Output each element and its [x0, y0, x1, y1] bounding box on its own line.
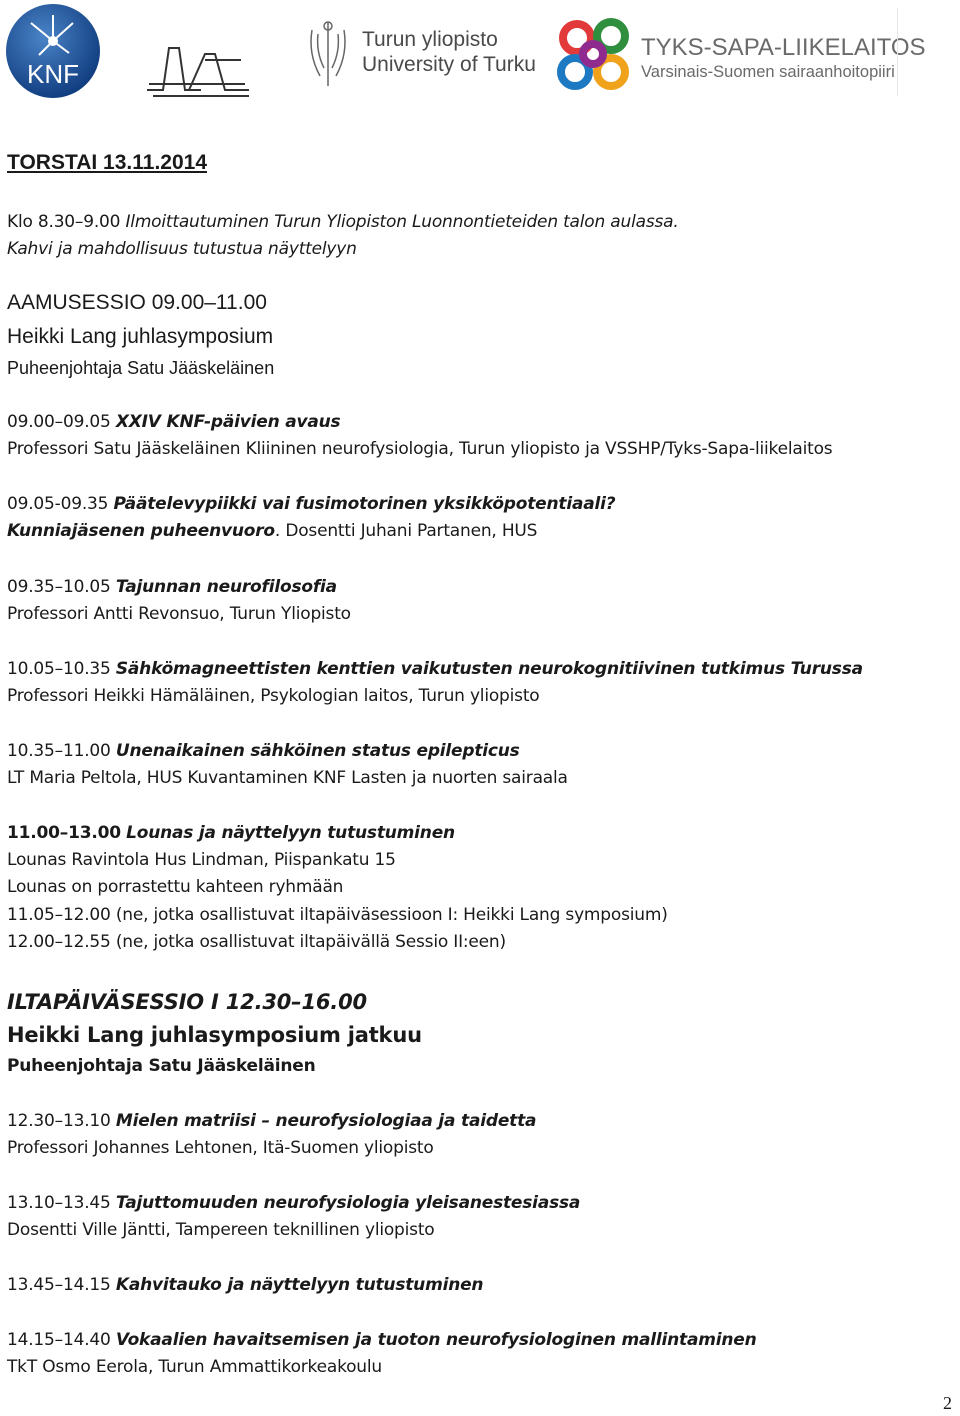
talk-title: Tajuttomuuden neurofysiologia yleisanestesiassa — [115, 1193, 581, 1213]
svg-text:KNF: KNF — [27, 59, 79, 89]
talk-4 — [7, 658, 863, 680]
talk-title: Mielen matriisi – neurofysiologiaa ja taidetta — [115, 1111, 537, 1131]
talk-2 — [7, 493, 615, 515]
talk-3 — [7, 576, 337, 598]
pm-talk-1-speaker: Professori Johannes Lehtonen, Itä-Suomen yliopisto — [7, 1138, 434, 1158]
knf-script-logo — [145, 40, 255, 98]
knf-logo — [5, 3, 101, 99]
talk-time: 10.35–11.00 — [7, 741, 111, 761]
talk-5-speaker: LT Maria Peltola, HUS Kuvantaminen KNF Lasten ja nuorten sairaala — [7, 768, 568, 788]
talk-title: Kahvitauko ja näyttelyyn tutustuminen — [115, 1275, 484, 1295]
pm-talk-3-speaker: TkT Osmo Eerola, Turun Ammattikorkeakoulu — [7, 1357, 382, 1377]
page-number: 2 — [943, 1393, 952, 1413]
logo-border — [553, 8, 898, 96]
turku-name-fi: Turun yliopisto — [362, 28, 498, 51]
talk-time: 12.30–13.10 — [7, 1111, 111, 1131]
talk-time: 09.35–10.05 — [7, 577, 111, 597]
registration-text: Ilmoittautuminen Turun Yliopiston Luonnontieteiden talon aulassa. — [120, 212, 679, 232]
talk-time: 13.45–14.15 — [7, 1275, 111, 1295]
turku-seal-icon — [302, 18, 354, 90]
talk-title: Sähkömagneettisten kenttien vaikutusten neurokognitiivinen tutkimus Turussa — [115, 659, 863, 679]
talk-time: 14.15–14.40 — [7, 1330, 111, 1350]
pm-talk-2-speaker: Dosentti Ville Jäntti, Tampereen teknillinen yliopisto — [7, 1220, 435, 1240]
talk-2-line2 — [7, 520, 537, 542]
talk-title: Päätelevypiikki vai fusimotorinen yksikköpotentiaali? — [113, 494, 616, 514]
day-title: TORSTAI 13.11.2014 — [7, 151, 208, 174]
talk-3-speaker: Professori Antti Revonsuo, Turun Yliopisto — [7, 604, 351, 624]
talk-1-speaker: Professori Satu Jääskeläinen Kliininen neurofysiologia, Turun yliopisto ja VSSHP/Tyks-Sapa-liikelaitos — [7, 439, 833, 459]
registration-line — [7, 211, 679, 233]
afternoon-session-title: ILTAPÄIVÄSESSIO I 12.30–16.00 — [7, 990, 367, 1014]
pm-talk-3 — [7, 1329, 757, 1351]
morning-session-title: AAMUSESSIO 09.00–11.00 — [7, 291, 267, 314]
registration-time: Klo 8.30–9.00 — [7, 212, 121, 232]
pm-talk-1 — [7, 1110, 536, 1132]
talk-time: 09.05-09.35 — [7, 494, 109, 514]
lunch-line-4: 12.00–12.55 (ne, jotka osallistuvat iltapäivällä Sessio II:een) — [7, 932, 506, 952]
talk-title-2: Kunniajäsenen puheenvuoro — [7, 521, 275, 541]
talk-title: XXIV KNF-päivien avaus — [115, 412, 341, 432]
talk-speaker: . Dosentti Juhani Partanen, HUS — [274, 521, 538, 541]
tyks-subtitle: Varsinais-Suomen sairaanhoitopiiri — [641, 63, 895, 81]
talk-time: 10.05–10.35 — [7, 659, 111, 679]
talk-1 — [7, 411, 340, 433]
pm-talk-2 — [7, 1192, 580, 1214]
talk-time: 09.00–09.05 — [7, 412, 111, 432]
lunch-line-3: 11.05–12.00 (ne, jotka osallistuvat iltapäiväsessioon I: Heikki Lang symposium) — [7, 905, 668, 925]
registration-line-2: Kahvi ja mahdollisuus tutustua näyttelyyn — [7, 239, 357, 259]
logo-bar — [0, 0, 960, 110]
lunch-line-2: Lounas on porrastettu kahteen ryhmään — [7, 877, 344, 897]
talk-5 — [7, 740, 520, 762]
talk-time: 13.10–13.45 — [7, 1193, 111, 1213]
afternoon-session-chair: Puheenjohtaja Satu Jääskeläinen — [7, 1056, 316, 1076]
talk-title: Tajunnan neurofilosofia — [115, 577, 337, 597]
morning-session-subtitle: Heikki Lang juhlasymposium — [7, 325, 274, 348]
turku-name-en: University of Turku — [362, 53, 536, 76]
lunch-title: Lounas ja näyttelyyn tutustuminen — [126, 823, 455, 843]
talk-4-speaker: Professori Heikki Hämäläinen, Psykologian laitos, Turun yliopisto — [7, 686, 540, 706]
talk-title: Unenaikainen sähköinen status epilepticus — [115, 741, 520, 761]
pm-break — [7, 1274, 483, 1296]
afternoon-session-subtitle: Heikki Lang juhlasymposium jatkuu — [7, 1023, 422, 1047]
tyks-name: TYKS-SAPA-LIIKELAITOS — [641, 34, 926, 61]
lunch-line-1: Lounas Ravintola Hus Lindman, Piispankatu 15 — [7, 850, 396, 870]
morning-session-chair: Puheenjohtaja Satu Jääskeläinen — [7, 358, 275, 378]
lunch — [7, 822, 455, 844]
lunch-time: 11.00–13.00 — [7, 823, 121, 843]
talk-title: Vokaalien havaitsemisen ja tuoton neurofysiologinen mallintaminen — [115, 1330, 757, 1350]
